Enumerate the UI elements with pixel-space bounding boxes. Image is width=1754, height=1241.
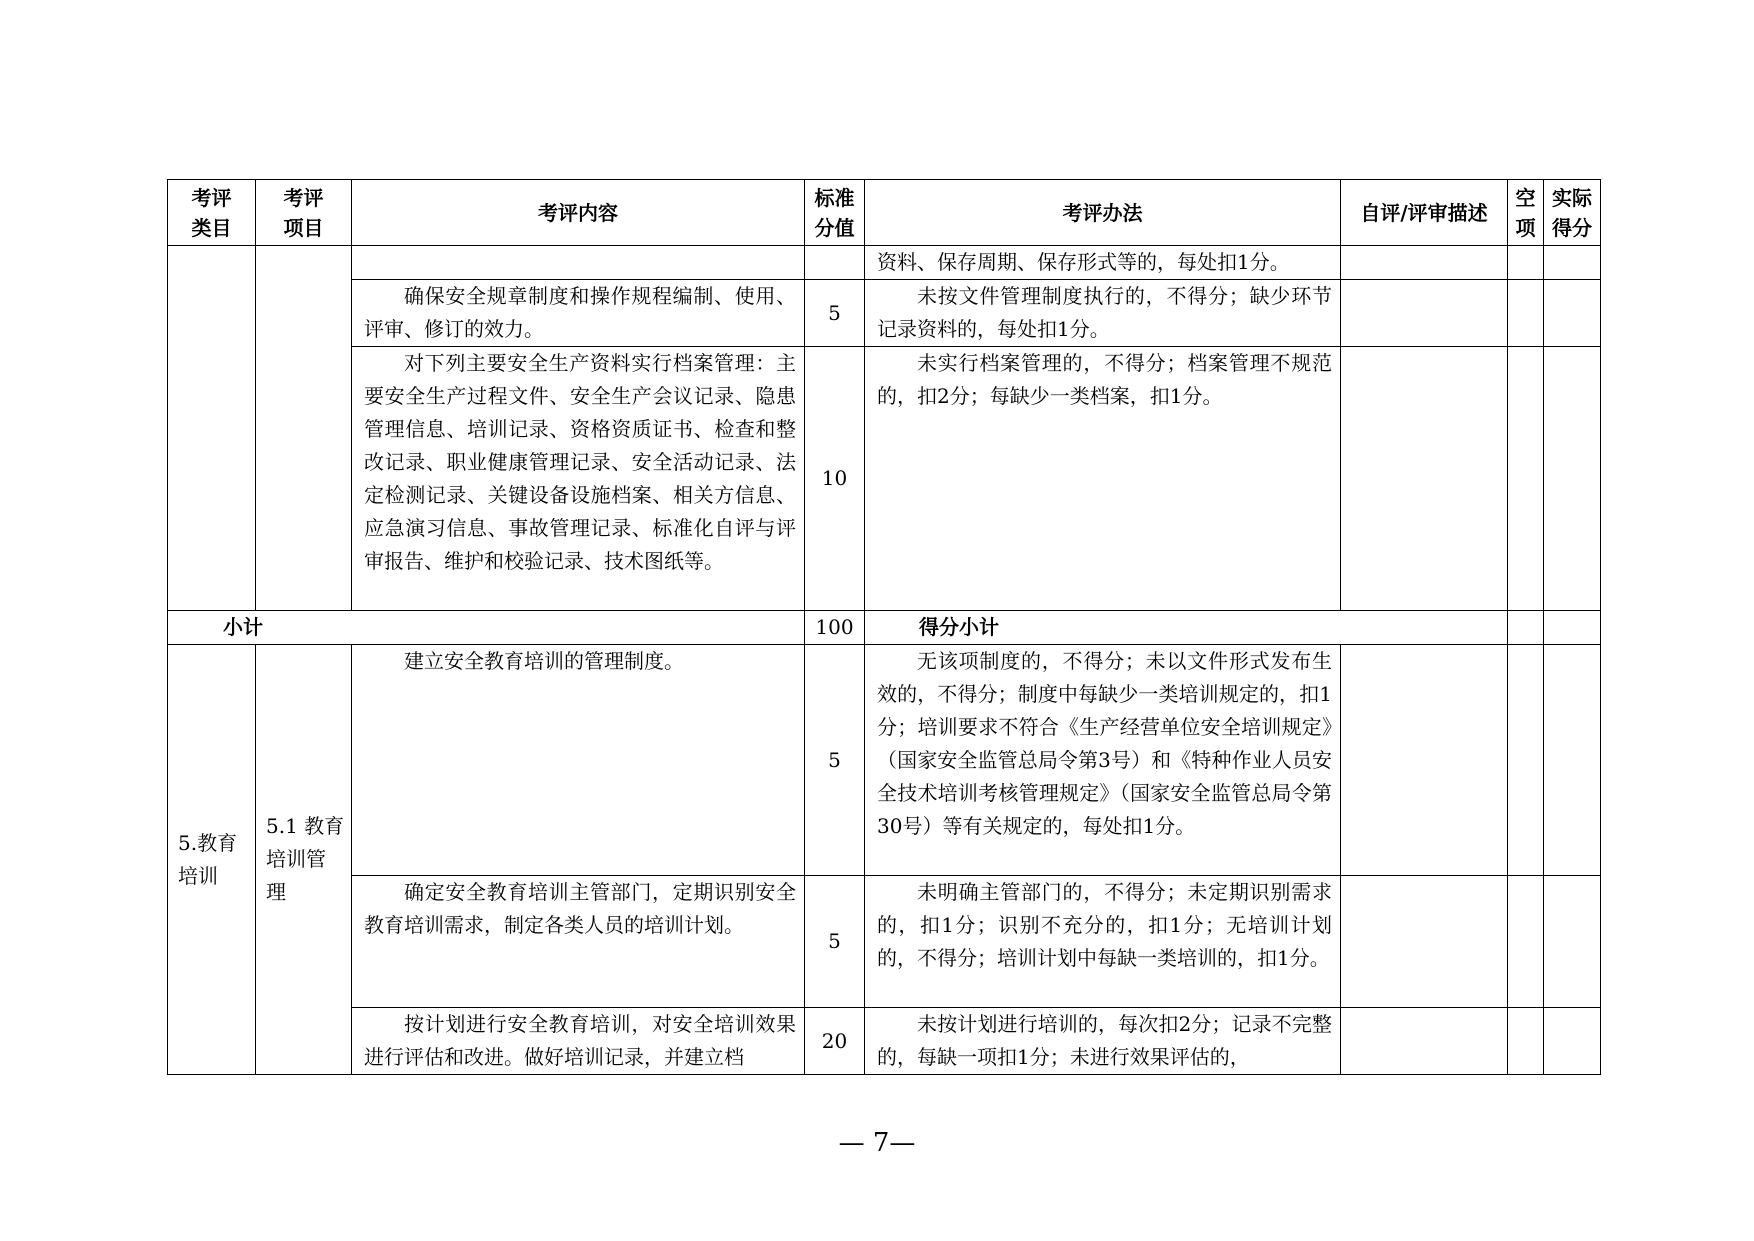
- score-cell: 20: [805, 1008, 865, 1075]
- header-blank: 空 项: [1508, 180, 1544, 246]
- header-method: 考评办法: [865, 180, 1341, 246]
- content-cell: 确定安全教育培训主管部门，定期识别安全教育培训需求，制定各类人员的培训计划。: [352, 876, 805, 1008]
- table-row: [168, 1008, 1601, 1075]
- header-content: 考评内容: [352, 180, 805, 246]
- self-review-cell: [1341, 645, 1508, 876]
- self-review-cell: [1341, 246, 1508, 280]
- page-number: — 7—: [838, 1128, 916, 1158]
- method-cell: 未按计划进行培训的，每次扣2分；记录不完整的，每缺一项扣1分；未进行效果评估的，: [865, 1008, 1341, 1075]
- section-category: 5.教育培训: [168, 645, 256, 1075]
- actual-score-cell: [1544, 246, 1601, 280]
- subtotal-row: [168, 611, 1601, 645]
- score-cell: 5: [805, 876, 865, 1008]
- content-cell: 对下列主要安全生产资料实行档案管理：主要安全生产过程文件、安全生产会议记录、隐患管理信息、培训记录、资格资质证书、检查和整改记录、职业健康管理记录、安全活动记录、法定检测记录、关键设备设施档案、相关方信息、应急演习信息、事故管理记录、标准化自评与评审报告、维护和校验记录、技术图纸等。: [352, 347, 805, 611]
- actual-score-cell: [1544, 280, 1601, 347]
- category-cell: [168, 246, 256, 611]
- blank-cell: [1508, 645, 1544, 876]
- actual-score-cell: [1544, 645, 1601, 876]
- header-actual: 实际 得分: [1544, 180, 1601, 246]
- table-row: [168, 645, 1601, 876]
- table-row: [168, 246, 1601, 280]
- actual-score-cell: [1544, 347, 1601, 611]
- table-row: [168, 347, 1601, 611]
- method-cell: 未按文件管理制度执行的，不得分；缺少环节记录资料的，每处扣1分。: [865, 280, 1341, 347]
- actual-score-cell: [1544, 1008, 1601, 1075]
- score-cell: [805, 246, 865, 280]
- content-cell: 建立安全教育培训的管理制度。: [352, 645, 805, 876]
- header-self-review: 自评/评审描述: [1341, 180, 1508, 246]
- method-cell: 未实行档案管理的，不得分；档案管理不规范的，扣2分；每缺少一类档案，扣1分。: [865, 347, 1341, 611]
- item-cell: [256, 246, 352, 611]
- self-review-cell: [1341, 280, 1508, 347]
- blank-cell: [1508, 246, 1544, 280]
- header-row: [168, 180, 1601, 246]
- self-review-cell: [1341, 876, 1508, 1008]
- content-cell: 按计划进行安全教育培训，对安全培训效果进行评估和改进。做好培训记录，并建立档: [352, 1008, 805, 1075]
- score-cell: 5: [805, 645, 865, 876]
- content-cell: [352, 246, 805, 280]
- blank-cell: [1508, 876, 1544, 1008]
- self-review-cell: [1341, 1008, 1508, 1075]
- subtotal-score: 100: [805, 611, 865, 645]
- subtotal-label: 小计: [168, 611, 805, 645]
- score-cell: 5: [805, 280, 865, 347]
- self-review-cell: [1341, 347, 1508, 611]
- method-cell: 未明确主管部门的，不得分；未定期识别需求的，扣1分；识别不充分的，扣1分；无培训计划的，不得分；培训计划中每缺一类培训的，扣1分。: [865, 876, 1341, 1008]
- blank-cell: [1508, 1008, 1544, 1075]
- method-cell: 资料、保存周期、保存形式等的，每处扣1分。: [865, 246, 1341, 280]
- table-row: [168, 280, 1601, 347]
- section-item: 5.1 教育培训管理: [256, 645, 352, 1075]
- actual-score-cell: [1544, 876, 1601, 1008]
- blank-cell: [1508, 611, 1544, 645]
- actual-score-cell: [1544, 611, 1601, 645]
- evaluation-table: [167, 179, 1601, 1075]
- content-cell: 确保安全规章制度和操作规程编制、使用、评审、修订的效力。: [352, 280, 805, 347]
- table-row: [168, 876, 1601, 1008]
- blank-cell: [1508, 347, 1544, 611]
- blank-cell: [1508, 280, 1544, 347]
- subtotal-score-label: 得分小计: [865, 611, 1508, 645]
- header-category: 考评 类目: [168, 180, 256, 246]
- method-cell: 无该项制度的，不得分；未以文件形式发布生效的，不得分；制度中每缺少一类培训规定的，扣1分；培训要求不符合《生产经营单位安全培训规定》（国家安全监管总局令第3号）和《特种作业人员安全技术培训考核管理规定》（国家安全监管总局令第30号）等有关规定的，每处扣1分。: [865, 645, 1341, 876]
- score-cell: 10: [805, 347, 865, 611]
- header-score: 标准 分值: [805, 180, 865, 246]
- header-item: 考评 项目: [256, 180, 352, 246]
